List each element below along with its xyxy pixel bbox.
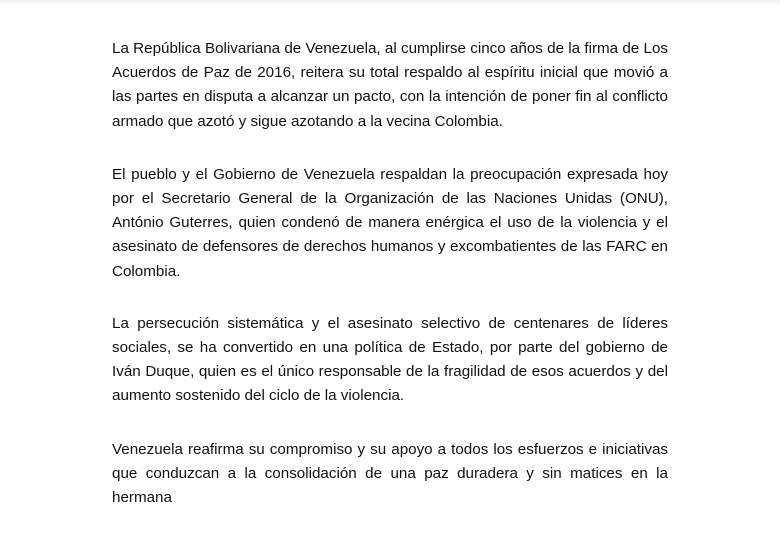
paragraph-4: Venezuela reafirma su compromiso y su apoyo a todos los esfuerzos e iniciativas que conduzcan a la consolidación de una paz duradera y sin matices en la hermana <box>112 440 668 507</box>
paragraph-3: La persecución sistemática y el asesinato selectivo de centenares de líderes sociales, se ha convertido en una política de Estado, por parte del gobierno de Iván Duque, quien es el único responsable de la fragilidad de esos acuerdos y del aumento sostenido del ciclo de la violencia. <box>112 314 668 405</box>
paragraph-2: El pueblo y el Gobierno de Venezuela respaldan la preocupación expresada hoy por el Secretario General de la Organización de las Naciones Unidas (ONU), António Guterres, quien condenó de manera enérgica el uso de la violencia y el asesinato de defensores de derechos humanos y excombatientes de las FARC en Colombia. <box>112 165 668 280</box>
page-top-edge <box>0 0 780 6</box>
paragraph-1: La República Bolivariana de Venezuela, al cumplirse cinco años de la firma de Los Acuerdos de Paz de 2016, reitera su total respaldo al espíritu inicial que movió a las partes en disputa a alcanzar un pacto, con la intención de poner fin al conflicto armado que azotó y sigue azotando a la vecina Colombia. <box>112 40 668 130</box>
document-page <box>112 37 668 539</box>
